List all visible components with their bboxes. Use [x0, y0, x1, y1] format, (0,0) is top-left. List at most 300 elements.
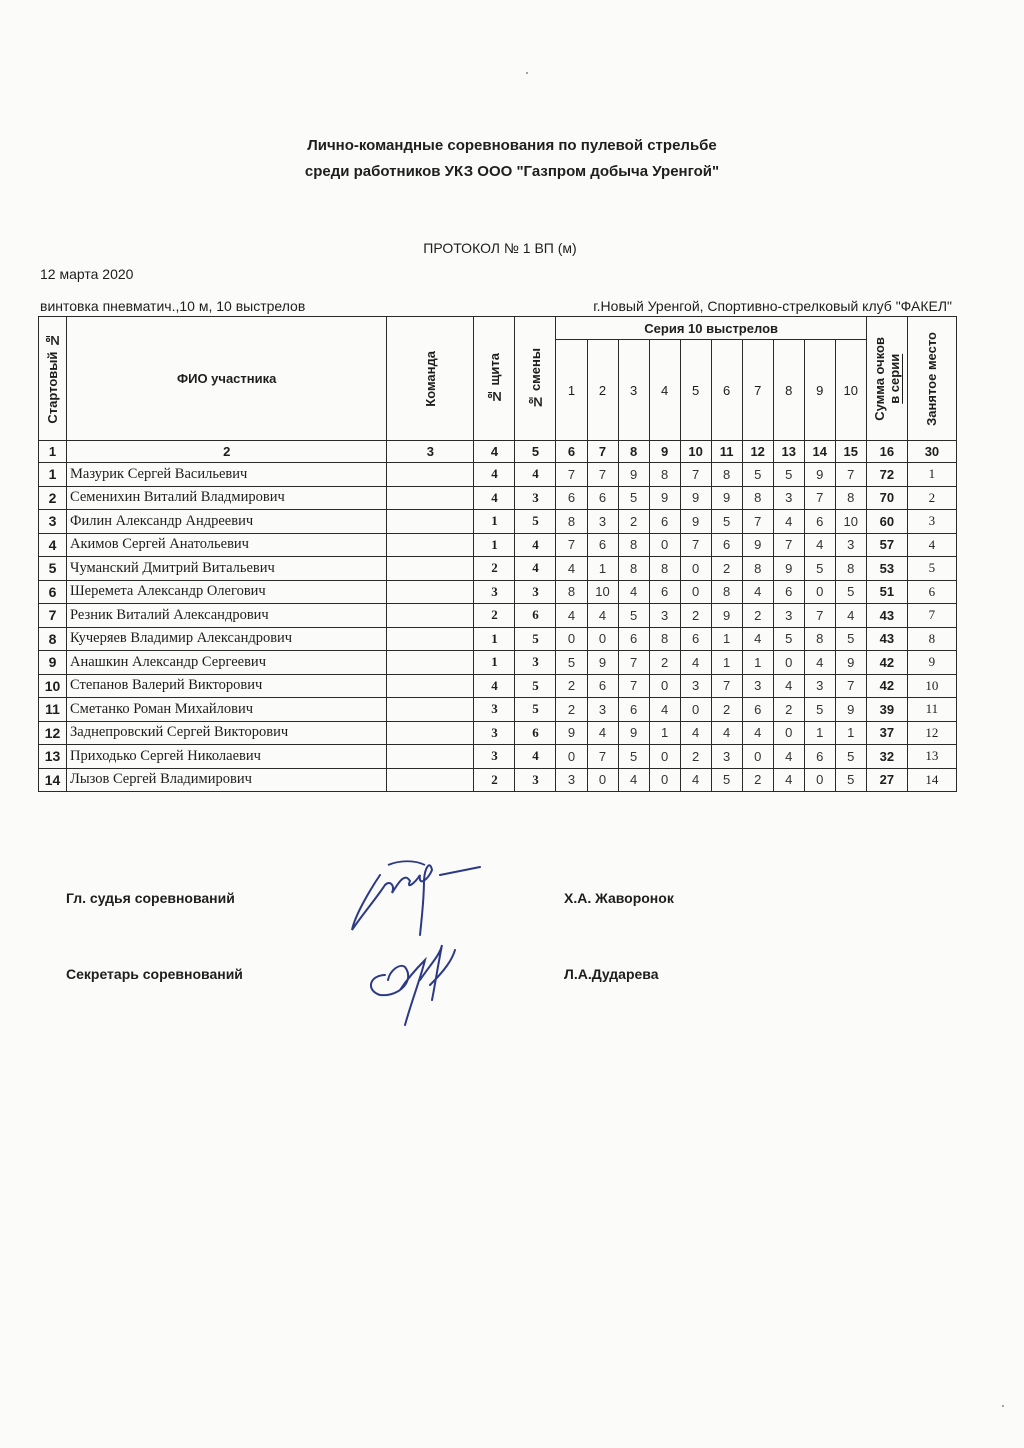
judge-name: Х.А. Жаворонок [564, 890, 674, 906]
shot-score-cell: 4 [587, 721, 618, 745]
shot-score-cell: 4 [649, 698, 680, 722]
shot-score-cell: 7 [618, 651, 649, 675]
shot-score-cell: 4 [804, 533, 835, 557]
place-cell: 12 [907, 721, 956, 745]
shot-score-cell: 6 [649, 510, 680, 534]
shot-score-cell: 7 [680, 533, 711, 557]
shift-cell: 5 [515, 674, 556, 698]
header-series: Серия 10 выстрелов [556, 317, 866, 340]
team-cell [387, 580, 474, 604]
place-cell: 2 [907, 486, 956, 510]
shield-cell: 3 [474, 721, 515, 745]
header-shot-3: 3 [618, 340, 649, 441]
sum-cell: 43 [866, 604, 907, 628]
shot-score-cell: 0 [804, 580, 835, 604]
shot-score-cell: 9 [618, 463, 649, 487]
header-shot-7: 7 [742, 340, 773, 441]
shot-score-cell: 3 [587, 698, 618, 722]
shift-cell: 3 [515, 580, 556, 604]
shot-score-cell: 5 [835, 627, 866, 651]
table-row [39, 698, 957, 722]
shot-score-cell: 0 [773, 721, 804, 745]
shot-score-cell: 1 [742, 651, 773, 675]
shot-score-cell: 0 [587, 627, 618, 651]
place-cell: 9 [907, 651, 956, 675]
place-cell: 8 [907, 627, 956, 651]
shot-score-cell: 8 [649, 627, 680, 651]
place-cell: 7 [907, 604, 956, 628]
shift-cell: 6 [515, 604, 556, 628]
shot-score-cell: 1 [587, 557, 618, 581]
start-number-cell: 12 [39, 721, 67, 745]
column-number: 1 [39, 441, 67, 463]
shot-score-cell: 0 [649, 745, 680, 769]
shift-cell: 4 [515, 557, 556, 581]
shot-score-cell: 6 [587, 533, 618, 557]
shot-score-cell: 5 [711, 768, 742, 792]
shot-score-cell: 5 [556, 651, 587, 675]
shot-score-cell: 6 [618, 627, 649, 651]
shot-score-cell: 2 [711, 557, 742, 581]
sum-cell: 42 [866, 674, 907, 698]
shot-score-cell: 2 [680, 604, 711, 628]
shot-score-cell: 9 [680, 510, 711, 534]
shot-score-cell: 3 [649, 604, 680, 628]
shot-score-cell: 7 [587, 745, 618, 769]
shot-score-cell: 5 [742, 463, 773, 487]
shot-score-cell: 6 [649, 580, 680, 604]
team-cell [387, 557, 474, 581]
participant-name-cell: Лызов Сергей Владимирович [67, 768, 387, 792]
secretary-signature [360, 935, 490, 1030]
column-number: 5 [515, 441, 556, 463]
shot-score-cell: 10 [835, 510, 866, 534]
shot-score-cell: 0 [804, 768, 835, 792]
column-number: 30 [907, 441, 956, 463]
participant-name-cell: Мазурик Сергей Васильевич [67, 463, 387, 487]
team-cell [387, 721, 474, 745]
participant-name-cell: Филин Александр Андреевич [67, 510, 387, 534]
team-cell [387, 674, 474, 698]
shot-score-cell: 8 [556, 580, 587, 604]
shot-score-cell: 5 [835, 745, 866, 769]
column-number: 10 [680, 441, 711, 463]
participant-name-cell: Резник Виталий Александрович [67, 604, 387, 628]
shot-score-cell: 5 [618, 486, 649, 510]
shot-score-cell: 3 [680, 674, 711, 698]
shot-score-cell: 0 [680, 580, 711, 604]
shot-score-cell: 2 [742, 768, 773, 792]
shot-score-cell: 4 [835, 604, 866, 628]
shot-score-cell: 7 [835, 674, 866, 698]
shot-score-cell: 2 [556, 674, 587, 698]
shot-score-cell: 3 [773, 604, 804, 628]
shot-score-cell: 4 [773, 745, 804, 769]
shield-cell: 2 [474, 604, 515, 628]
title-line-1: Лично-командные соревнования по пулевой стрельбе [307, 137, 717, 154]
shield-cell: 3 [474, 745, 515, 769]
shot-score-cell: 7 [711, 674, 742, 698]
header-name: ФИО участника [67, 317, 387, 441]
shield-cell: 4 [474, 674, 515, 698]
table-row [39, 674, 957, 698]
shot-score-cell: 3 [587, 510, 618, 534]
table-row [39, 768, 957, 792]
shot-score-cell: 6 [773, 580, 804, 604]
shot-score-cell: 1 [649, 721, 680, 745]
shot-score-cell: 4 [556, 557, 587, 581]
shot-score-cell: 5 [835, 580, 866, 604]
place-cell: 4 [907, 533, 956, 557]
participant-name-cell: Приходько Сергей Николаевич [67, 745, 387, 769]
shield-cell: 3 [474, 698, 515, 722]
shot-score-cell: 4 [618, 580, 649, 604]
start-number-cell: 13 [39, 745, 67, 769]
shot-score-cell: 3 [556, 768, 587, 792]
shift-cell: 4 [515, 463, 556, 487]
team-cell [387, 768, 474, 792]
table-row [39, 463, 957, 487]
secretary-label: Секретарь соревнований [66, 966, 243, 982]
shot-score-cell: 7 [835, 463, 866, 487]
start-number-cell: 2 [39, 486, 67, 510]
participant-name-cell: Акимов Сергей Анатольевич [67, 533, 387, 557]
shot-score-cell: 8 [649, 557, 680, 581]
start-number-cell: 6 [39, 580, 67, 604]
participant-name-cell: Степанов Валерий Викторович [67, 674, 387, 698]
shot-score-cell: 9 [835, 651, 866, 675]
shot-score-cell: 4 [680, 721, 711, 745]
start-number-cell: 3 [39, 510, 67, 534]
shot-score-cell: 8 [742, 486, 773, 510]
column-number: 9 [649, 441, 680, 463]
header-shot-4: 4 [649, 340, 680, 441]
shot-score-cell: 0 [649, 768, 680, 792]
shot-score-cell: 4 [742, 721, 773, 745]
shield-cell: 1 [474, 651, 515, 675]
shot-score-cell: 7 [556, 533, 587, 557]
participant-name-cell: Сметанко Роман Михайлович [67, 698, 387, 722]
column-number: 2 [67, 441, 387, 463]
shot-score-cell: 8 [618, 533, 649, 557]
shot-score-cell: 9 [835, 698, 866, 722]
shot-score-cell: 5 [804, 698, 835, 722]
table-row [39, 557, 957, 581]
shot-score-cell: 5 [618, 604, 649, 628]
column-number: 7 [587, 441, 618, 463]
participant-name-cell: Шеремета Александр Олегович [67, 580, 387, 604]
team-cell [387, 463, 474, 487]
shift-cell: 5 [515, 698, 556, 722]
table-row [39, 580, 957, 604]
shot-score-cell: 2 [711, 698, 742, 722]
shot-score-cell: 8 [618, 557, 649, 581]
team-cell [387, 745, 474, 769]
column-number: 13 [773, 441, 804, 463]
sum-cell: 43 [866, 627, 907, 651]
header-shot-6: 6 [711, 340, 742, 441]
shot-score-cell: 8 [556, 510, 587, 534]
shot-score-cell: 9 [742, 533, 773, 557]
header-start-number: Стартовый № [39, 317, 67, 441]
shot-score-cell: 7 [773, 533, 804, 557]
sum-cell: 53 [866, 557, 907, 581]
shot-score-cell: 1 [804, 721, 835, 745]
shot-score-cell: 4 [711, 721, 742, 745]
place-cell: 10 [907, 674, 956, 698]
shift-cell: 6 [515, 721, 556, 745]
shot-score-cell: 5 [773, 627, 804, 651]
sum-cell: 72 [866, 463, 907, 487]
participant-name-cell: Кучеряев Владимир Александрович [67, 627, 387, 651]
shot-score-cell: 8 [835, 486, 866, 510]
shot-score-cell: 2 [742, 604, 773, 628]
shot-score-cell: 2 [649, 651, 680, 675]
team-cell [387, 486, 474, 510]
shield-cell: 4 [474, 463, 515, 487]
sum-cell: 37 [866, 721, 907, 745]
shift-cell: 4 [515, 533, 556, 557]
shot-score-cell: 6 [742, 698, 773, 722]
column-number: 11 [711, 441, 742, 463]
shot-score-cell: 7 [680, 463, 711, 487]
discipline: винтовка пневматич.,10 м, 10 выстрелов [40, 298, 306, 314]
shot-score-cell: 9 [680, 486, 711, 510]
shot-score-cell: 6 [556, 486, 587, 510]
header-team: Команда [387, 317, 474, 441]
shot-score-cell: 5 [711, 510, 742, 534]
shot-score-cell: 3 [773, 486, 804, 510]
shot-score-cell: 6 [587, 486, 618, 510]
start-number-cell: 10 [39, 674, 67, 698]
shot-score-cell: 2 [618, 510, 649, 534]
start-number-cell: 1 [39, 463, 67, 487]
table-row [39, 510, 957, 534]
column-number: 4 [474, 441, 515, 463]
sum-cell: 51 [866, 580, 907, 604]
shot-score-cell: 8 [711, 580, 742, 604]
place-cell: 6 [907, 580, 956, 604]
secretary-name: Л.А.Дударева [564, 966, 659, 982]
shot-score-cell: 0 [649, 533, 680, 557]
shot-score-cell: 8 [711, 463, 742, 487]
column-number: 8 [618, 441, 649, 463]
place-cell: 1 [907, 463, 956, 487]
shot-score-cell: 4 [742, 627, 773, 651]
shot-score-cell: 5 [618, 745, 649, 769]
shot-score-cell: 4 [556, 604, 587, 628]
column-number: 16 [866, 441, 907, 463]
table-row [39, 533, 957, 557]
team-cell [387, 698, 474, 722]
shot-score-cell: 4 [587, 604, 618, 628]
location: г.Новый Уренгой, Спортивно-стрелковый клуб "ФАКЕЛ" [593, 298, 952, 314]
shift-cell: 4 [515, 745, 556, 769]
sum-cell: 70 [866, 486, 907, 510]
team-cell [387, 627, 474, 651]
shot-score-cell: 0 [773, 651, 804, 675]
shot-score-cell: 4 [773, 768, 804, 792]
table-row [39, 604, 957, 628]
sum-cell: 57 [866, 533, 907, 557]
column-number: 12 [742, 441, 773, 463]
shift-cell: 5 [515, 627, 556, 651]
header-shot-1: 1 [556, 340, 587, 441]
team-cell [387, 510, 474, 534]
shot-score-cell: 9 [587, 651, 618, 675]
table-row [39, 651, 957, 675]
shot-score-cell: 0 [680, 557, 711, 581]
shot-score-cell: 9 [773, 557, 804, 581]
header-shot-8: 8 [773, 340, 804, 441]
shot-score-cell: 8 [742, 557, 773, 581]
shot-score-cell: 4 [680, 768, 711, 792]
header-place: Занятое место [907, 317, 956, 441]
shot-score-cell: 7 [742, 510, 773, 534]
shot-score-cell: 7 [587, 463, 618, 487]
place-cell: 5 [907, 557, 956, 581]
shot-score-cell: 6 [711, 533, 742, 557]
shot-score-cell: 10 [587, 580, 618, 604]
shield-cell: 3 [474, 580, 515, 604]
shot-score-cell: 6 [804, 510, 835, 534]
header-shot-2: 2 [587, 340, 618, 441]
start-number-cell: 9 [39, 651, 67, 675]
table-row [39, 745, 957, 769]
shot-score-cell: 2 [556, 698, 587, 722]
shield-cell: 2 [474, 768, 515, 792]
shift-cell: 3 [515, 768, 556, 792]
judge-signature [340, 845, 500, 940]
sum-cell: 42 [866, 651, 907, 675]
shot-score-cell: 6 [587, 674, 618, 698]
header-shift: № смены [515, 317, 556, 441]
header-shot-5: 5 [680, 340, 711, 441]
shift-cell: 3 [515, 486, 556, 510]
column-number: 6 [556, 441, 587, 463]
shot-score-cell: 4 [773, 510, 804, 534]
shot-score-cell: 0 [649, 674, 680, 698]
shot-score-cell: 0 [742, 745, 773, 769]
shot-score-cell: 1 [711, 651, 742, 675]
judge-label: Гл. судья соревнований [66, 890, 235, 906]
shot-score-cell: 1 [711, 627, 742, 651]
shot-score-cell: 9 [649, 486, 680, 510]
header-shot-10: 10 [835, 340, 866, 441]
shot-score-cell: 7 [804, 486, 835, 510]
place-cell: 3 [907, 510, 956, 534]
shield-cell: 1 [474, 627, 515, 651]
start-number-cell: 7 [39, 604, 67, 628]
header-shield: № щита [474, 317, 515, 441]
table-row [39, 721, 957, 745]
shift-cell: 5 [515, 510, 556, 534]
table-row [39, 627, 957, 651]
shot-score-cell: 2 [680, 745, 711, 769]
shot-score-cell: 9 [804, 463, 835, 487]
shot-score-cell: 1 [835, 721, 866, 745]
shot-score-cell: 9 [711, 604, 742, 628]
team-cell [387, 533, 474, 557]
shot-score-cell: 4 [618, 768, 649, 792]
table-row [39, 486, 957, 510]
shot-score-cell: 6 [618, 698, 649, 722]
participant-name-cell: Чуманский Дмитрий Витальевич [67, 557, 387, 581]
shot-score-cell: 8 [835, 557, 866, 581]
shot-score-cell: 5 [804, 557, 835, 581]
participant-name-cell: Семенихин Виталий Владмирович [67, 486, 387, 510]
column-number: 14 [804, 441, 835, 463]
place-cell: 11 [907, 698, 956, 722]
shot-score-cell: 5 [835, 768, 866, 792]
shot-score-cell: 4 [773, 674, 804, 698]
shot-score-cell: 7 [804, 604, 835, 628]
column-number: 15 [835, 441, 866, 463]
shot-score-cell: 4 [742, 580, 773, 604]
shot-score-cell: 3 [711, 745, 742, 769]
shield-cell: 4 [474, 486, 515, 510]
shot-score-cell: 8 [649, 463, 680, 487]
sum-cell: 32 [866, 745, 907, 769]
shot-score-cell: 9 [711, 486, 742, 510]
title-line-2: среди работников УКЗ ООО "Газпром добыча Уренгой" [304, 163, 720, 180]
shield-cell: 2 [474, 557, 515, 581]
place-cell: 13 [907, 745, 956, 769]
shot-score-cell: 0 [680, 698, 711, 722]
header-shot-9: 9 [804, 340, 835, 441]
shot-score-cell: 9 [618, 721, 649, 745]
shot-score-cell: 3 [804, 674, 835, 698]
team-cell [387, 651, 474, 675]
shot-score-cell: 4 [680, 651, 711, 675]
shot-score-cell: 3 [742, 674, 773, 698]
start-number-cell: 4 [39, 533, 67, 557]
shot-score-cell: 3 [835, 533, 866, 557]
shot-score-cell: 0 [556, 627, 587, 651]
sum-cell: 39 [866, 698, 907, 722]
start-number-cell: 8 [39, 627, 67, 651]
shot-score-cell: 0 [556, 745, 587, 769]
sum-cell: 60 [866, 510, 907, 534]
start-number-cell: 11 [39, 698, 67, 722]
shot-score-cell: 9 [556, 721, 587, 745]
sum-cell: 27 [866, 768, 907, 792]
participant-name-cell: Заднепровский Сергей Викторович [67, 721, 387, 745]
participant-name-cell: Анашкин Александр Сергеевич [67, 651, 387, 675]
shield-cell: 1 [474, 533, 515, 557]
place-cell: 14 [907, 768, 956, 792]
competition-date: 12 марта 2020 [40, 266, 134, 282]
shot-score-cell: 2 [773, 698, 804, 722]
shot-score-cell: 6 [680, 627, 711, 651]
column-number: 3 [387, 441, 474, 463]
shot-score-cell: 7 [556, 463, 587, 487]
header-sum: Сумма очков в серии [866, 317, 907, 441]
shot-score-cell: 4 [804, 651, 835, 675]
shot-score-cell: 7 [618, 674, 649, 698]
shift-cell: 3 [515, 651, 556, 675]
team-cell [387, 604, 474, 628]
results-table [38, 316, 957, 792]
shot-score-cell: 8 [804, 627, 835, 651]
protocol-title: ПРОТОКОЛ № 1 ВП (м) [423, 240, 577, 256]
shot-score-cell: 5 [773, 463, 804, 487]
start-number-cell: 14 [39, 768, 67, 792]
shield-cell: 1 [474, 510, 515, 534]
shot-score-cell: 6 [804, 745, 835, 769]
shot-score-cell: 0 [587, 768, 618, 792]
start-number-cell: 5 [39, 557, 67, 581]
